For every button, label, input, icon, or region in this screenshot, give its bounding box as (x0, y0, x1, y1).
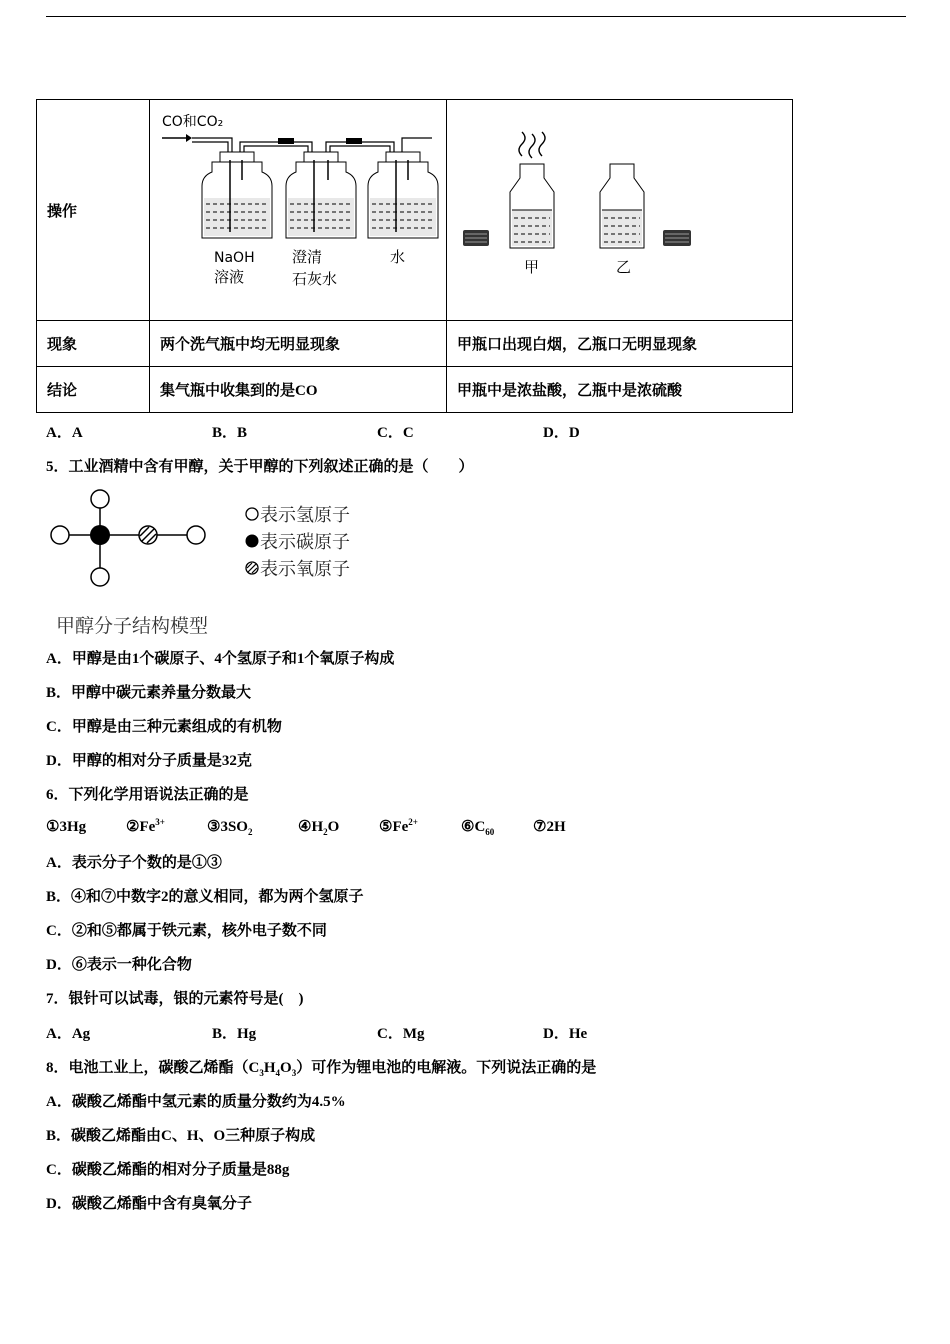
q6-option-c[interactable]: C．②和⑤都属于铁元素，核外电子数不同 (46, 923, 327, 939)
q5-stem: 5．工业酒精中含有甲醇，关于甲醇的下列叙述正确的是（ ） (46, 459, 474, 475)
q6-stem: 6．下列化学用语说法正确的是 (46, 787, 249, 803)
legend-hydrogen (246, 505, 350, 526)
q5-option-b[interactable]: B．甲醇中碳元素养量分数最大 (46, 685, 252, 701)
bottle-water (368, 152, 438, 238)
formula-3: $③3SO_2$ (207, 819, 253, 837)
phenomenon-right: 甲瓶口出现白烟，乙瓶口无明显现象 (447, 321, 793, 367)
formula-6: $⑥C_{60}$ (461, 819, 495, 837)
bottle2-label-2: 石灰水 (292, 270, 338, 288)
formula-4: $④H_2O$ (298, 819, 340, 837)
formula-2: $②Fe^{3+}$ (126, 817, 165, 835)
bottle-limewater (286, 152, 356, 238)
svg-text:表示氢原子: 表示氢原子 (260, 505, 350, 526)
legend-carbon (246, 532, 351, 553)
bottle2-label-1: 澄清 (292, 248, 323, 266)
stopper-left-icon (463, 230, 489, 246)
bottle-jia (510, 164, 554, 248)
washing-bottles-diagram (150, 100, 444, 320)
bottle-jia-label: 甲 (524, 258, 540, 276)
q7-stem: 7．银针可以试毒，银的元素符号是( ) (46, 991, 304, 1007)
acid-bottles-diagram (446, 100, 790, 320)
formula-5: $⑤Fe^{2+}$ (379, 817, 418, 835)
q6-option-a[interactable]: A．表示分子个数的是①③ (46, 855, 222, 871)
q6-option-b[interactable]: B．④和⑦中数字2的意义相同，都为两个氢原子 (46, 889, 364, 905)
svg-text:表示氧原子: 表示氧原子 (260, 559, 350, 580)
q4-option-d[interactable]: D．D (543, 425, 580, 441)
q5-option-d[interactable]: D．甲醇的相对分子质量是32克 (46, 753, 252, 769)
phenomenon-left: 两个洗气瓶中均无明显现象 (150, 321, 447, 367)
gas-label: CO和CO₂ (162, 114, 224, 130)
bottle1-label-2: 溶液 (214, 268, 245, 286)
q7-option-a[interactable]: A．Ag (46, 1026, 91, 1042)
q4-option-b[interactable]: B．B (212, 425, 248, 441)
q5-option-a[interactable]: A．甲醇是由1个碳原子、4个氢原子和1个氧原子构成 (46, 651, 395, 667)
bottle1-label-1: NaOH (214, 250, 255, 266)
formula-7: ⑦2H (533, 819, 566, 835)
row-label-operation: 操作 (37, 100, 150, 321)
q4-option-a[interactable]: A．A (46, 425, 83, 441)
header-rule (46, 16, 906, 17)
row-label-phenomenon: 现象 (37, 321, 150, 367)
conclusion-left: 集气瓶中收集到的是CO (150, 367, 447, 413)
formula-1: ①3Hg (46, 819, 87, 835)
q4-option-c[interactable]: C．C (377, 425, 414, 441)
conclusion-right: 甲瓶中是浓盐酸，乙瓶中是浓硫酸 (447, 367, 793, 413)
methanol-model-figure (40, 484, 370, 640)
q7-option-c[interactable]: C．Mg (377, 1026, 425, 1042)
svg-text:表示碳原子: 表示碳原子 (260, 532, 350, 553)
bottle-yi (600, 164, 644, 248)
q8-option-c[interactable]: C．碳酸乙烯酯的相对分子质量是88g (46, 1162, 290, 1178)
methanol-model-caption: 甲醇分子结构模型 (56, 615, 209, 637)
methanol-molecule-icon (51, 490, 205, 586)
legend-oxygen (246, 559, 350, 580)
row-label-conclusion: 结论 (37, 367, 150, 413)
q6-option-d[interactable]: D．⑥表示一种化合物 (46, 957, 192, 973)
stopper-right-icon (663, 230, 691, 246)
white-smoke-icon (519, 132, 545, 158)
q7-option-b[interactable]: B．Hg (212, 1026, 257, 1042)
q7-option-d[interactable]: D．He (543, 1026, 588, 1042)
bottle3-label: 水 (390, 248, 406, 266)
q8-stem: 8．电池工业上，碳酸乙烯酯$(C_3H_4O_3)$可作为锂电池的电解液。下列说法正确的是 (46, 1060, 597, 1078)
q8-option-b[interactable]: B．碳酸乙烯酯由C、H、O三种原子构成 (46, 1128, 316, 1144)
bottle-yi-label: 乙 (616, 258, 632, 276)
q5-option-c[interactable]: C．甲醇是由三种元素组成的有机物 (46, 719, 282, 735)
q8-option-d[interactable]: D．碳酸乙烯酯中含有臭氧分子 (46, 1196, 252, 1212)
bottle-naoh (202, 152, 272, 238)
q8-option-a[interactable]: A．碳酸乙烯酯中氢元素的质量分数约为4.5% (46, 1094, 346, 1110)
